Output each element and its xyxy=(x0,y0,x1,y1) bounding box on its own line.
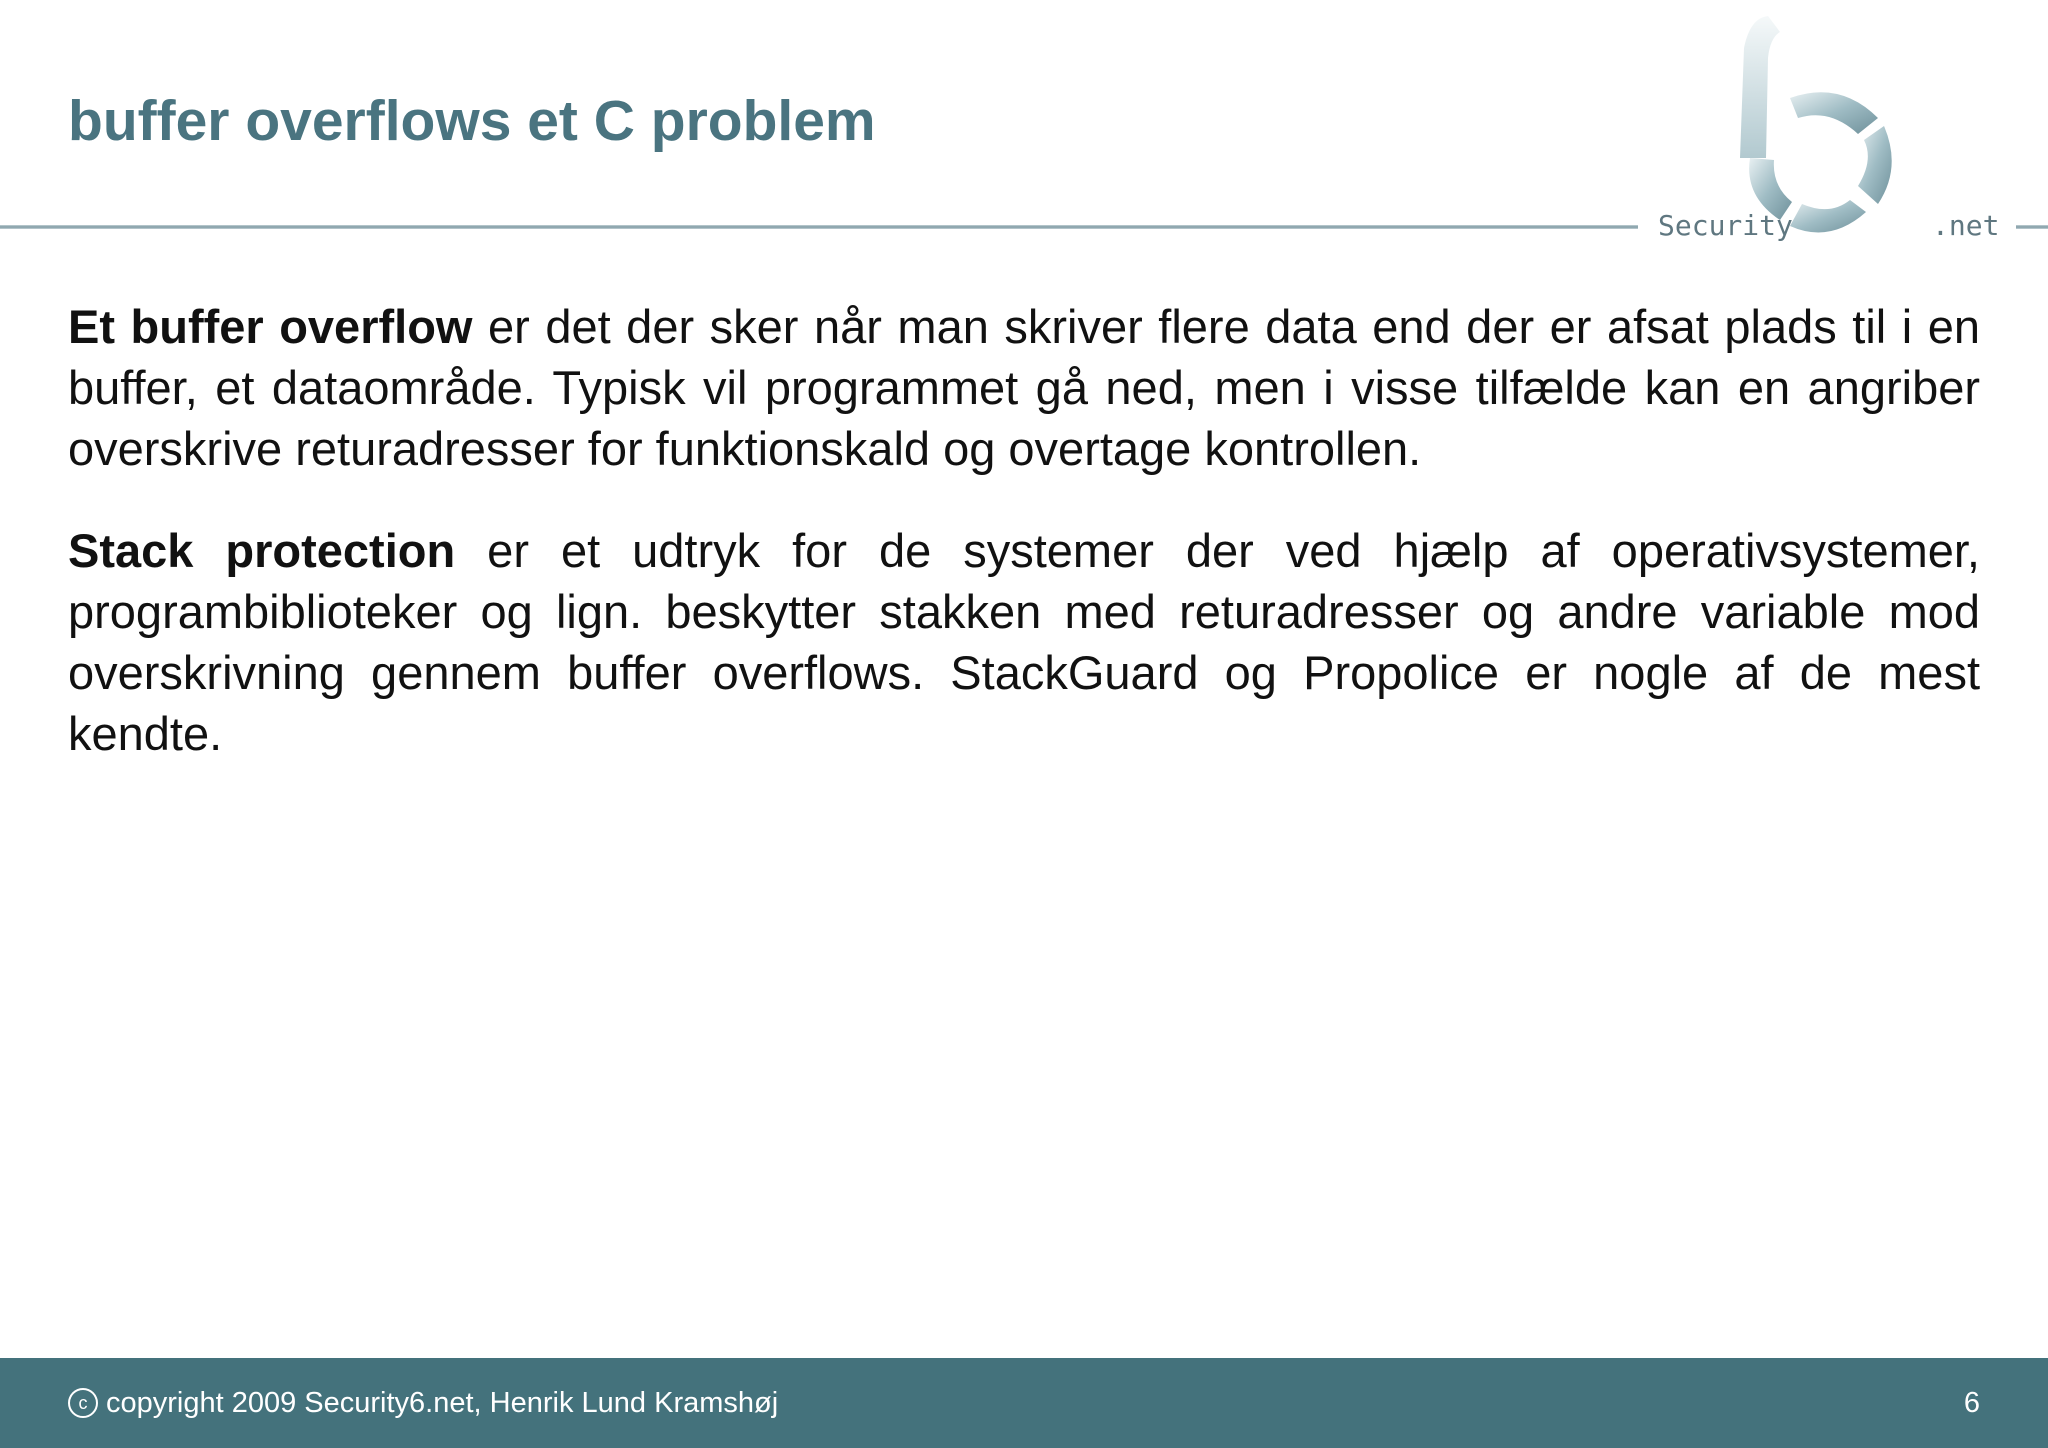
paragraph-stack-protection xyxy=(68,520,1980,764)
logo-net-text: .net xyxy=(1932,209,2000,242)
slide-title: buffer overflows et C problem xyxy=(68,89,876,153)
copyright-icon: c xyxy=(68,1388,98,1418)
paragraph-buffer-overflow-text: er det der sker når man skriver flere data end der er afsat plads til i en buffer, et dataområde. Typisk vil programmet gå ned, men i visse tilfælde kan en angriber overskrive returadresser for funktionskald og overtage kontrollen. xyxy=(68,300,1980,475)
term-buffer-overflow: Et buffer overflow xyxy=(68,300,473,353)
footer-copyright: copyright 2009 Security6.net, Henrik Lund Kramshøj xyxy=(106,1387,779,1419)
paragraph-stack-protection-text: er et udtryk for de systemer der ved hjælp af operativsystemer, programbiblioteker og lign. beskytter stakken med returadresser og andre variable mod overskrivning gennem buffer overflows. StackGuard og Propolice er nogle af de mest kendte. xyxy=(68,524,1980,760)
paragraph-buffer-overflow xyxy=(68,296,1980,479)
header-divider-left xyxy=(0,225,1638,229)
term-stack-protection: Stack protection xyxy=(68,524,456,577)
page-number: 6 xyxy=(1963,1387,1980,1419)
header-divider-right xyxy=(2016,225,2048,229)
footer-bar xyxy=(0,1358,2048,1448)
logo-security-text: Security xyxy=(1658,209,1793,242)
